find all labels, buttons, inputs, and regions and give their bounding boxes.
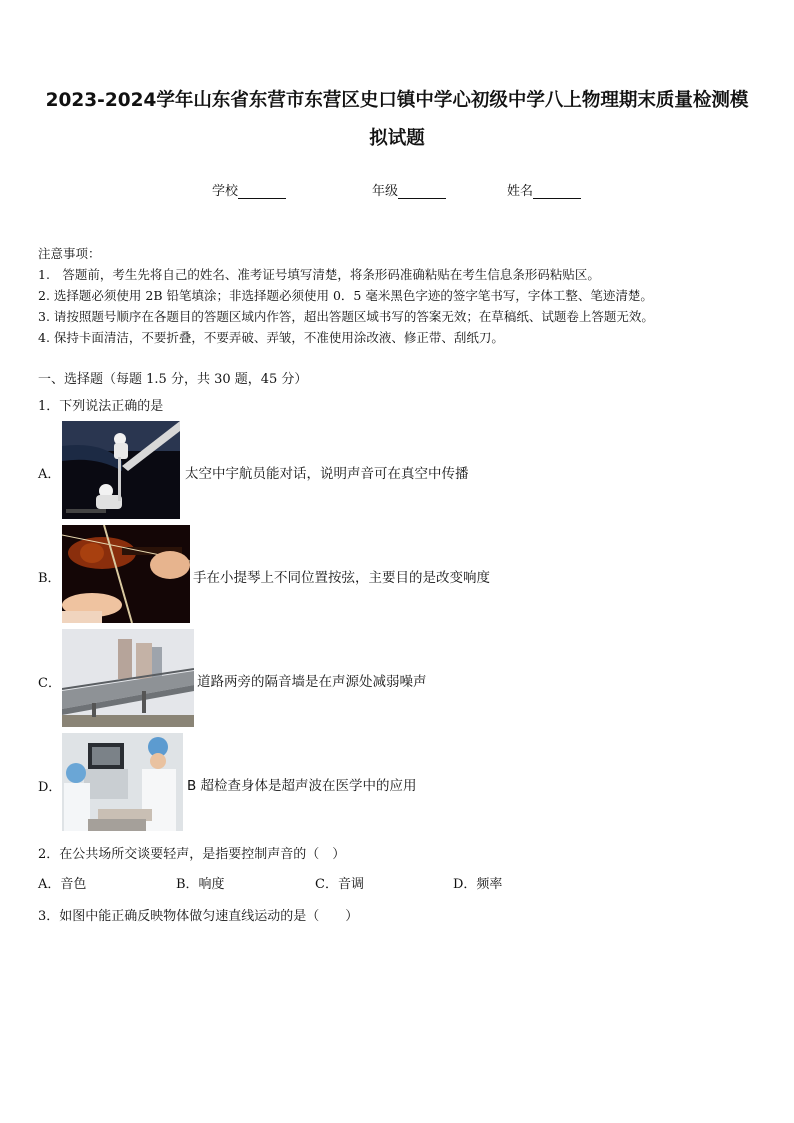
grade-label: 年级 (372, 184, 399, 199)
page-title (40, 82, 754, 158)
question-3-stem: 3．如图中能正确反映物体做匀速直线运动的是（ ） (38, 909, 359, 924)
name-blank[interactable] (533, 184, 581, 199)
note-item: 1. 答题前，考生先将自己的姓名、准考证号填写清楚，将条形码准确粘贴在考生信息条形码粘贴区。 (38, 267, 600, 282)
section-heading: 一、选择题（每题 1.5 分，共 30 题，45 分） (38, 372, 308, 387)
option-c-letter[interactable]: C． (38, 676, 61, 691)
option-d-text[interactable]: B 超检查身体是超声波在医学中的应用 (187, 778, 417, 794)
option-b-letter[interactable]: B． (38, 571, 61, 586)
note-item: 2. 选择题必须使用 2B 铅笔填涂；非选择题必须使用 0．5 毫米黑色字迹的签字笔书写，字体工整、笔迹清楚。 (38, 288, 653, 303)
notes-block (38, 243, 758, 348)
note-item: 3. 请按照题号顺序在各题目的答题区域内作答，超出答题区域书写的答案无效；在草稿纸、试题卷上答题无效。 (38, 309, 654, 324)
option-d-letter[interactable]: D． (38, 780, 62, 795)
option-b-text[interactable]: 手在小提琴上不同位置按弦，主要目的是改变响度 (193, 570, 490, 586)
question-2-stem: 2．在公共场所交谈要轻声，是指要控制声音的（ ） (38, 847, 346, 862)
title-line-2: 拟试题 (369, 128, 425, 149)
ultrasound-image (62, 733, 183, 831)
school-label: 学校 (212, 184, 239, 199)
q2-option-a[interactable]: A．音色 (38, 877, 87, 892)
noise-barrier-image (62, 629, 194, 727)
notes-heading: 注意事项： (38, 246, 101, 261)
note-item: 4. 保持卡面清洁，不要折叠，不要弄破、弄皱，不准使用涂改液、修正带、刮纸刀。 (38, 330, 504, 345)
option-a-letter[interactable]: A． (38, 467, 61, 482)
name-field[interactable] (507, 180, 581, 199)
school-field[interactable] (212, 180, 286, 199)
question-1-stem: 1．下列说法正确的是 (38, 399, 164, 414)
q2-option-d[interactable]: D．频率 (453, 877, 503, 892)
q2-option-c[interactable]: C．音调 (315, 877, 364, 892)
grade-field[interactable] (372, 180, 446, 199)
title-line-1: 2023-2024学年山东省东营市东营区史口镇中学心初级中学八上物理期末质量检测模 (45, 90, 749, 111)
grade-blank[interactable] (398, 184, 446, 199)
name-label: 姓名 (507, 184, 534, 199)
school-blank[interactable] (238, 184, 286, 199)
option-a-text[interactable]: 太空中宇航员能对话，说明声音可在真空中传播 (185, 466, 469, 482)
option-c-text[interactable]: 道路两旁的隔音墙是在声源处减弱噪声 (197, 674, 427, 690)
violin-image (62, 525, 190, 623)
astronaut-image (62, 421, 180, 519)
q2-option-b[interactable]: B．响度 (176, 877, 225, 892)
